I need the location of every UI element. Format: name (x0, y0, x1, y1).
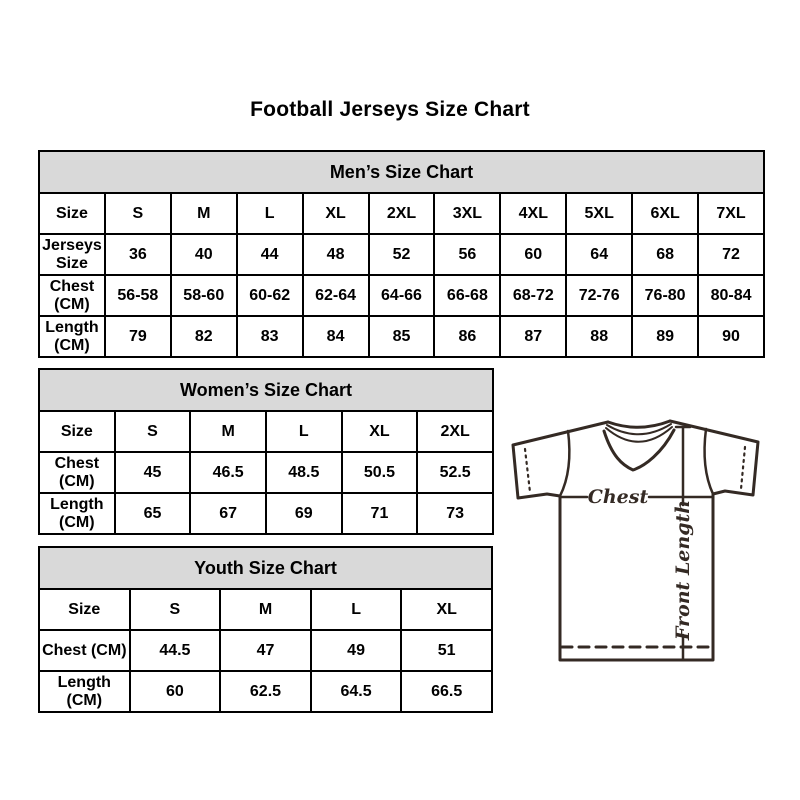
value-cell: 84 (303, 316, 369, 357)
value-cell: 56-58 (105, 275, 171, 316)
page-title: Football Jerseys Size Chart (250, 98, 530, 121)
row-label-cell: Size (39, 193, 105, 234)
value-cell: 58-60 (171, 275, 237, 316)
table-row (39, 493, 493, 534)
row-label-cell: Chest (CM) (39, 452, 115, 493)
value-cell: 90 (698, 316, 764, 357)
value-cell: 5XL (566, 193, 632, 234)
value-cell: S (130, 589, 221, 630)
youth-size-table (38, 546, 493, 709)
table-row (39, 234, 764, 275)
row-label-cell: Chest (CM) (39, 275, 105, 316)
value-cell: 52 (369, 234, 435, 275)
value-cell: L (311, 589, 402, 630)
value-cell: M (190, 411, 266, 452)
value-cell: 72 (698, 234, 764, 275)
value-cell: 64.5 (311, 671, 402, 712)
value-cell: 45 (115, 452, 191, 493)
table-title: Women’s Size Chart (39, 369, 493, 411)
value-cell: 44.5 (130, 630, 221, 671)
chest-label: Chest (587, 486, 649, 508)
row-label-cell: Length (CM) (39, 671, 130, 712)
value-cell: 4XL (500, 193, 566, 234)
row-label-cell: Length (CM) (39, 493, 115, 534)
table-row (39, 411, 493, 452)
womens-size-table (38, 368, 494, 531)
table-row (39, 630, 492, 671)
value-cell: 6XL (632, 193, 698, 234)
value-cell: 60-62 (237, 275, 303, 316)
jersey-left-armhole-seam (560, 431, 569, 496)
value-cell: 51 (401, 630, 492, 671)
value-cell: 82 (171, 316, 237, 357)
value-cell: 67 (190, 493, 266, 534)
value-cell: 76-80 (632, 275, 698, 316)
row-label-cell: Size (39, 589, 130, 630)
table-row (39, 316, 764, 357)
value-cell: 68 (632, 234, 698, 275)
front-length-label: Front Length (672, 499, 694, 641)
mens-size-table (38, 150, 765, 354)
value-cell: 89 (632, 316, 698, 357)
row-label-cell: Size (39, 411, 115, 452)
value-cell: 64-66 (369, 275, 435, 316)
jersey-right-armhole-seam (705, 429, 713, 494)
value-cell: XL (401, 589, 492, 630)
table-header-row (39, 151, 764, 193)
table-header-row (39, 369, 493, 411)
table-title: Youth Size Chart (39, 547, 492, 589)
row-label-cell: Length (CM) (39, 316, 105, 357)
table-row (39, 193, 764, 234)
value-cell: 40 (171, 234, 237, 275)
value-cell: 83 (237, 316, 303, 357)
jersey-collar-v-outline (604, 430, 674, 470)
value-cell: 88 (566, 316, 632, 357)
value-cell: 71 (342, 493, 418, 534)
value-cell: 56 (434, 234, 500, 275)
value-cell: 66-68 (434, 275, 500, 316)
value-cell: 62.5 (220, 671, 311, 712)
value-cell: 66.5 (401, 671, 492, 712)
value-cell: XL (342, 411, 418, 452)
value-cell: 68-72 (500, 275, 566, 316)
value-cell: 2XL (369, 193, 435, 234)
table-row (39, 275, 764, 316)
value-cell: 73 (417, 493, 493, 534)
table-row (39, 671, 492, 712)
value-cell: S (115, 411, 191, 452)
value-cell: 47 (220, 630, 311, 671)
value-cell: 50.5 (342, 452, 418, 493)
value-cell: 79 (105, 316, 171, 357)
value-cell: 87 (500, 316, 566, 357)
value-cell: 36 (105, 234, 171, 275)
jersey-right-cuff-stitch (741, 447, 745, 489)
value-cell: M (220, 589, 311, 630)
value-cell: 48 (303, 234, 369, 275)
value-cell: 44 (237, 234, 303, 275)
value-cell: 60 (130, 671, 221, 712)
value-cell: 48.5 (266, 452, 342, 493)
value-cell: 60 (500, 234, 566, 275)
value-cell: M (171, 193, 237, 234)
table-title: Men’s Size Chart (39, 151, 764, 193)
table-row (39, 589, 492, 630)
value-cell: S (105, 193, 171, 234)
value-cell: 7XL (698, 193, 764, 234)
value-cell: 2XL (417, 411, 493, 452)
value-cell: 3XL (434, 193, 500, 234)
value-cell: L (266, 411, 342, 452)
table-row (39, 452, 493, 493)
value-cell: 69 (266, 493, 342, 534)
value-cell: 86 (434, 316, 500, 357)
row-label-cell: Chest (CM) (39, 630, 130, 671)
row-label-cell: Jerseys Size (39, 234, 105, 275)
jersey-collar-top-edge (608, 421, 670, 427)
value-cell: 85 (369, 316, 435, 357)
value-cell: L (237, 193, 303, 234)
value-cell: 72-76 (566, 275, 632, 316)
value-cell: 65 (115, 493, 191, 534)
value-cell: 80-84 (698, 275, 764, 316)
table-header-row (39, 547, 492, 589)
value-cell: 62-64 (303, 275, 369, 316)
jersey-measurement-diagram (510, 418, 760, 663)
jersey-left-cuff-stitch (525, 449, 530, 492)
value-cell: 46.5 (190, 452, 266, 493)
value-cell: 64 (566, 234, 632, 275)
value-cell: 52.5 (417, 452, 493, 493)
value-cell: 49 (311, 630, 402, 671)
value-cell: XL (303, 193, 369, 234)
